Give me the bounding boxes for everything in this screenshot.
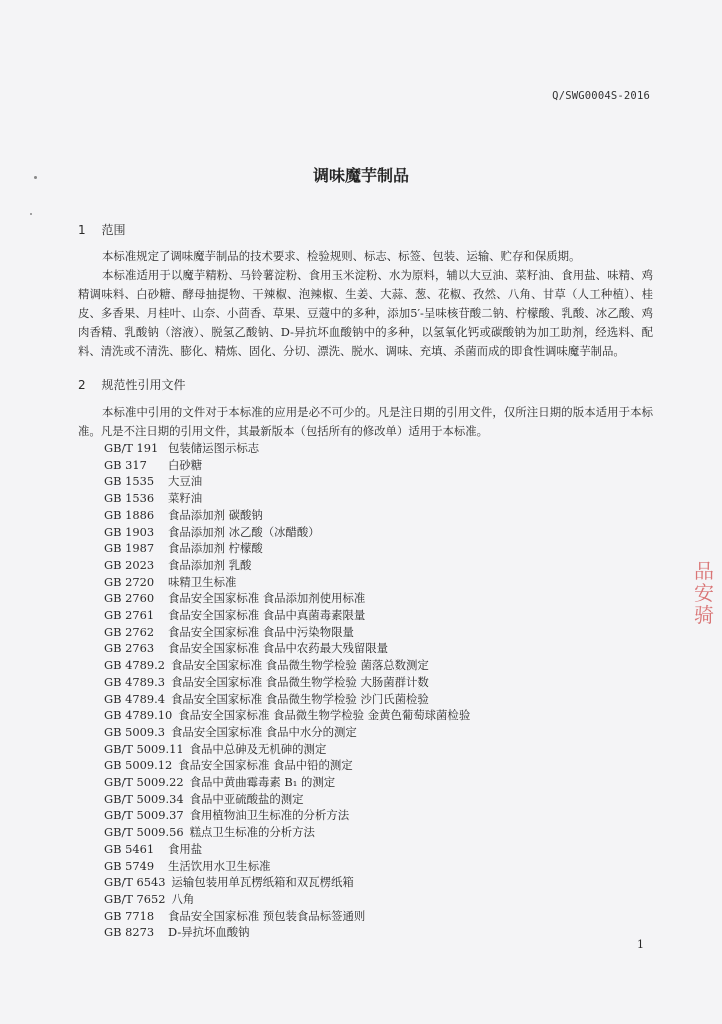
- reference-item: [104, 524, 470, 541]
- standard-code: Q/SWG0004S-2016: [552, 90, 650, 102]
- reference-title: 食品中黄曲霉毒素 B₁ 的测定: [189, 775, 336, 790]
- reference-title: 味精卫生标准: [168, 574, 237, 589]
- reference-code: GB 317: [104, 457, 147, 472]
- reference-item: [104, 607, 470, 624]
- reference-item: [104, 791, 470, 808]
- reference-item: [104, 640, 470, 657]
- reference-item: [104, 507, 470, 524]
- reference-code: GB/T 5009.22: [104, 775, 184, 790]
- reference-item: [104, 841, 470, 858]
- reference-item: [104, 891, 470, 908]
- reference-code: GB 7718: [104, 908, 155, 923]
- reference-item: [104, 440, 470, 457]
- reference-code: GB 2763: [104, 641, 155, 656]
- section-title: 范围: [101, 223, 126, 237]
- reference-code: GB 1987: [104, 541, 155, 556]
- reference-title: 食品安全国家标准 食品微生物学检验 沙门氏菌检验: [170, 691, 429, 706]
- reference-code: GB 5461: [104, 841, 155, 856]
- page-title: 调味魔芋制品: [312, 166, 409, 185]
- reference-code: GB/T 5009.56: [104, 825, 184, 840]
- reference-item: [104, 757, 470, 774]
- paragraph: 本标准中引用的文件对于本标准的应用是必不可少的。凡是注日期的引用文件，仅所注日期的版本适用于本标准。凡是不注日期的引用文件，其最新版本（包括所有的修改单）适用于本标准。: [78, 405, 653, 438]
- paragraph: 本标准适用于以魔芋精粉、马铃薯淀粉、食用玉米淀粉、水为原料，辅以大豆油、菜籽油、食用盐、味精、鸡精调味料、白砂糖、酵母抽提物、干辣椒、泡辣椒、生姜、大蒜、葱、花椒、孜然、八角、甘草（人工种植）、桂皮、多香果、月桂叶、山奈、小茴香、草果、豆蔻中的多种，添加5′-呈味核苷酸二钠、柠檬酸、乳酸、冰乙酸、鸡肉香精、乳酸钠（溶液）、脱氢乙酸钠、D-异抗坏血酸钠中的多种，以氢氧化钙或碳酸钠为加工助剂，经选料、配料、清洗或不清洗、膨化、精炼、固化、分切、漂洗、脱水、调味、充填、杀菌而成的即食性调味魔芋制品。: [78, 268, 653, 358]
- reference-title: 食品安全国家标准 食品微生物学检验 大肠菌群计数: [170, 674, 429, 689]
- reference-title: 大豆油: [168, 474, 203, 489]
- reference-item: [104, 807, 470, 824]
- reference-title: 运输包装用单瓦楞纸箱和双瓦楞纸箱: [171, 875, 354, 890]
- reference-item: [104, 824, 470, 841]
- reference-title: 食用植物油卫生标准的分析方法: [189, 808, 350, 823]
- reference-item: [104, 674, 470, 691]
- reference-code: GB 1886: [104, 507, 155, 522]
- reference-title: 食品添加剂 碳酸钠: [168, 507, 263, 522]
- section-heading-scope: [78, 221, 125, 238]
- reference-code: GB 8273: [104, 925, 155, 940]
- reference-title: 食品安全国家标准 预包装食品标签通则: [168, 908, 366, 923]
- reference-item: [104, 691, 470, 708]
- reference-title: 食品安全国家标准 食品添加剂使用标准: [168, 591, 366, 606]
- reference-item: [104, 924, 470, 941]
- reference-title: 糕点卫生标准的分析方法: [189, 825, 315, 840]
- reference-item: [104, 908, 470, 925]
- reference-title: 食品安全国家标准 食品中农药最大残留限量: [168, 641, 389, 656]
- reference-item: [104, 457, 470, 474]
- scan-speck: [34, 176, 37, 179]
- reference-code: GB/T 6543: [104, 875, 166, 890]
- reference-code: GB/T 5009.11: [104, 741, 184, 756]
- reference-title: 食品安全国家标准 食品中真菌毒素限量: [168, 608, 366, 623]
- reference-title: 食品安全国家标准 食品中污染物限量: [168, 624, 354, 639]
- reference-code: GB/T 191: [104, 441, 159, 455]
- reference-title: 食品添加剂 乳酸: [168, 557, 252, 572]
- reference-title: 食品添加剂 冰乙酸（冰醋酸）: [168, 524, 320, 539]
- reference-code: GB 2762: [104, 624, 155, 639]
- reference-title: 食品安全国家标准 食品中铅的测定: [178, 758, 353, 773]
- reference-code: GB 2720: [104, 574, 155, 589]
- reference-code: GB 2023: [104, 557, 155, 572]
- reference-title: 白砂糖: [168, 457, 203, 472]
- reference-code: GB 1535: [104, 474, 155, 489]
- reference-item: [104, 657, 470, 674]
- reference-code: GB 4789.3: [104, 674, 165, 689]
- reference-item: [104, 724, 470, 741]
- reference-title: 食品安全国家标准 食品微生物学检验 菌落总数测定: [170, 658, 429, 673]
- reference-code: GB 4789.2: [104, 658, 165, 673]
- reference-item: [104, 741, 470, 758]
- reference-title: 食品中总砷及无机砷的测定: [189, 741, 327, 756]
- reference-title: 食用盐: [168, 841, 203, 856]
- seal-stamp: 品安骑: [694, 560, 714, 624]
- reference-list: [104, 440, 470, 941]
- reference-title: 食品添加剂 柠檬酸: [168, 541, 263, 556]
- reference-title: 食品安全国家标准 食品中水分的测定: [170, 724, 357, 739]
- reference-title: 包装储运图示标志: [168, 441, 260, 455]
- reference-code: GB 2761: [104, 608, 155, 623]
- reference-code: GB 5009.3: [104, 724, 165, 739]
- reference-item: [104, 557, 470, 574]
- section-number: 2: [78, 378, 86, 392]
- reference-code: GB 5749: [104, 858, 155, 873]
- reference-code: GB 1903: [104, 524, 155, 539]
- reference-title: 菜籽油: [168, 491, 203, 506]
- reference-item: [104, 624, 470, 641]
- reference-code: GB 4789.10: [104, 708, 173, 723]
- reference-item: [104, 707, 470, 724]
- reference-item: [104, 490, 470, 507]
- reference-code: GB/T 5009.37: [104, 808, 184, 823]
- reference-item: [104, 874, 470, 891]
- section-number: 1: [78, 223, 86, 237]
- section-heading-references: [78, 376, 185, 393]
- reference-item: [104, 590, 470, 607]
- reference-item: [104, 574, 470, 591]
- reference-code: GB/T 7652: [104, 891, 166, 906]
- section-title: 规范性引用文件: [101, 378, 186, 392]
- paragraph: 本标准规定了调味魔芋制品的技术要求、检验规则、标志、标签、包装、运输、贮存和保质期。: [102, 249, 581, 263]
- reference-code: GB 1536: [104, 491, 155, 506]
- page-number: 1: [637, 938, 644, 951]
- reference-title: D-异抗坏血酸钠: [168, 925, 250, 940]
- reference-code: GB 2760: [104, 591, 155, 606]
- reference-title: 生活饮用水卫生标准: [168, 858, 271, 873]
- reference-code: GB/T 5009.34: [104, 791, 184, 806]
- reference-item: [104, 473, 470, 490]
- reference-code: GB 5009.12: [104, 758, 173, 773]
- reference-item: [104, 858, 470, 875]
- reference-title: 八角: [171, 891, 195, 906]
- reference-title: 食品中亚硫酸盐的测定: [189, 791, 304, 806]
- reference-title: 食品安全国家标准 食品微生物学检验 金黄色葡萄球菌检验: [178, 708, 471, 723]
- reference-code: GB 4789.4: [104, 691, 165, 706]
- scan-speck: [30, 213, 32, 215]
- reference-item: [104, 774, 470, 791]
- reference-item: [104, 540, 470, 557]
